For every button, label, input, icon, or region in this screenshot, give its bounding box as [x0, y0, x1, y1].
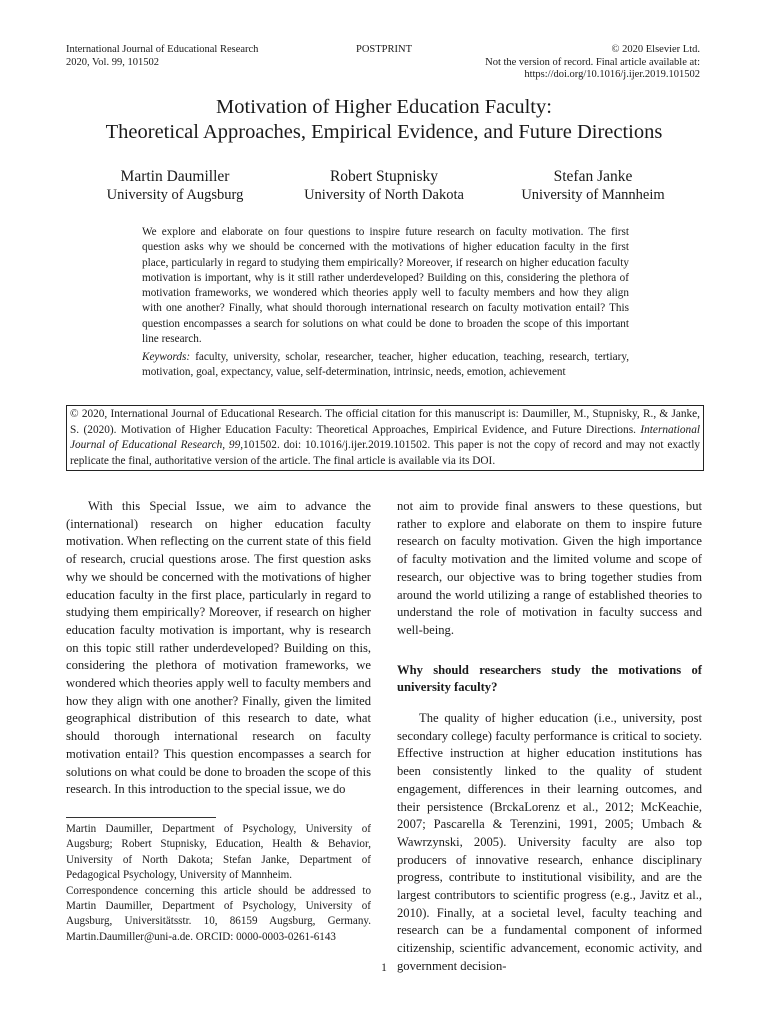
author-name: Robert Stupnisky — [329, 168, 439, 185]
abstract-text: We explore and elaborate on four questions to inspire future research on faculty motivation. The first question asks why we should be concerned with the motivations of higher education faculty in the first place, particularly in regard to studying them empirically? Moreover, if research on higher education faculty motivation is important, why is it still rather underdeveloped? Building on this, considering the plethora of motivation frameworks, we wondered which theories apply well to faculty members and how they align with one another? Finally, what should thorough international research on faculty motivation entail? This question encompasses a search for solutions on what could be done to broaden the scope of this important line research. — [142, 226, 629, 346]
author — [498, 167, 688, 205]
citation-box — [66, 405, 704, 471]
copyright-line: © 2020 Elsevier Ltd. — [611, 44, 700, 55]
author-affiliation: University of Mannheim — [521, 187, 665, 203]
body-paragraph: not aim to provide final answers to these questions, but rather to explore and elaborate on them to inspire future research on faculty motivation. Given the high importance of faculty motivation and the limited volume and scope of research, our objective was to bring together studies from around the world utilizing a range of established theories to understand the role of motivation in faculty success and well-being. — [397, 499, 702, 637]
doi-link[interactable]: https://doi.org/10.1016/j.ijer.2019.101502 — [524, 69, 700, 81]
paper-title — [0, 95, 768, 145]
author-note-affiliations: Martin Daumiller, Department of Psychology, University of Augsburg; Robert Stupnisky, Education, Health & Behavior, University of North Dakota; Stefan Janke, Department of Pedagogical Psychology, University of Mannheim. — [66, 823, 371, 882]
journal-name: International Journal of Educational Research — [66, 44, 259, 55]
title-line-2: Theoretical Approaches, Empirical Evidence, and Future Directions — [105, 121, 663, 143]
title-line-1: Motivation of Higher Education Faculty: — [216, 96, 552, 118]
keywords-text: faculty, university, scholar, researcher, teacher, higher education, teaching, research, tertiary, motivation, goal, expectancy, value, self-determination, intrinsic, needs, emotion, achievement — [142, 351, 629, 379]
body-column-left — [66, 498, 371, 799]
author-name: Stefan Janke — [553, 168, 633, 185]
citation-text: © 2020, International Journal of Educational Research. The official citation for this manuscript is: Daumiller, M., Stupnisky, R., & Janke, S. (2020). Motivation of Higher Education Faculty: Theoretical Approaches, Empirical Evidence, and Future Directions. — [70, 408, 700, 436]
author-affiliation: University of Augsburg — [106, 187, 244, 203]
author — [289, 167, 479, 205]
journal-volume: 2020, Vol. 99, 101502 — [66, 56, 159, 68]
copyright-header — [485, 44, 700, 82]
keywords — [142, 350, 629, 381]
citation-journal: International Journal of Educational Research, 99, — [70, 423, 700, 451]
section-heading: Why should researchers study the motivations of university faculty? — [397, 662, 702, 695]
footnote-divider — [66, 817, 216, 818]
author-note — [66, 822, 371, 945]
author-affiliation: University of North Dakota — [304, 187, 464, 203]
author-note-correspondence: Correspondence concerning this article should be addressed to Martin Daumiller, Department of Psychology, University of Augsburg, Universitätsstr. 10, 86159 Augsburg, Germany. Martin.Daumiller@uni-a.de. ORCID: 0000-0003-0261-6143 — [66, 884, 371, 943]
version-note: Not the version of record. Final article available at: — [485, 56, 700, 68]
page-number: 1 — [381, 962, 387, 974]
author-name: Martin Daumiller — [120, 168, 230, 185]
postprint-label: POSTPRINT — [355, 44, 412, 55]
body-paragraph: With this Special Issue, we aim to advance the (international) research on higher education faculty motivation. When reflecting on the current state of this field of research, crucial questions arose. The first question asks why we should be concerned with the motivations of higher education faculty in the first place, particularly in regard to studying them empirically? Moreover, if research on higher education faculty motivation is important, why is research on this topic still rather underdeveloped? Building on this, considering the plethora of motivation frameworks, we wondered which theories apply well to faculty members and how they align with one another? Finally, given the limited geographical distribution of this research to date, what should thorough international research on faculty motivation entail? This question encompasses a search for solutions on what could be done to broaden the scope of this research. In this introduction to the special issue, we do — [66, 499, 371, 797]
author — [80, 167, 270, 205]
citation-text-end: 101502. doi: 10.1016/j.ijer.2019.101502. This paper is not the copy of record and may not exactly replicate the final, authoritative version of the article. The final article is available via its DOI. — [70, 439, 700, 467]
body-paragraph: The quality of higher education (i.e., university, post secondary college) faculty performance is critical to society. Effective instruction at higher education institutions has been consistently linked to the quality of student engagement, differences in their learning outcomes, and their persistence (BrckaLorenz et al., 2012; McKeachie, 2007; Pascarella & Terenzini, 1991, 2005; Umbach & Wawrzynski, 2005). University faculty are also top producers of innovative research, enhance disciplinary progress, contribute to institutional visibility, and are the largest contributors to scientific progress (e.g., Javitz et al., 2010). Finally, at a societal level, faculty teaching and research can be a fundamental component of informed citizenship, scientific advancement, economic activity, and government decision- — [397, 711, 702, 973]
body-column-right — [397, 498, 702, 976]
keywords-label: Keywords: — [142, 351, 191, 363]
abstract — [142, 225, 629, 347]
author-list — [80, 167, 688, 205]
